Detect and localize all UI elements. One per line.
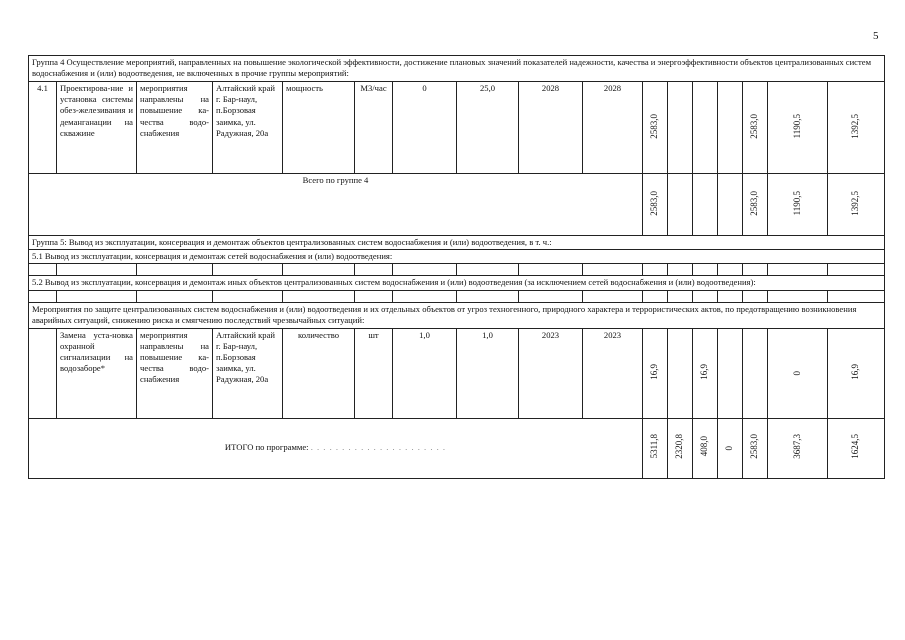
cost-f1	[668, 82, 693, 174]
cost-f1	[668, 328, 693, 418]
itogo-cost-f1: 2320,8	[668, 418, 693, 478]
start-year: 2028	[519, 82, 583, 174]
table-row	[29, 82, 885, 174]
cost-total: 2583,0	[643, 82, 668, 174]
protection-header-row	[29, 302, 885, 328]
cost-f6: 16,9	[828, 328, 885, 418]
group4-total-row	[29, 174, 885, 236]
total-cost-f4: 2583,0	[743, 174, 768, 236]
measure-location: Алтайский край г. Бар-наул, п.Борзовая заимка, ул. Радужная, 20а	[213, 82, 283, 174]
group4-total-label: Всего по группе 4	[29, 174, 643, 236]
total-cost-f6: 1392,5	[828, 174, 885, 236]
program-total-label: ИТОГО по программе:	[224, 442, 309, 453]
measure-purpose: мероприятия направлены на повышение ка-чества водо-снабжения	[137, 328, 213, 418]
value-before: 1,0	[393, 328, 457, 418]
cost-f3	[718, 328, 743, 418]
table-row-empty	[29, 264, 885, 276]
itogo-cost-f6: 1624,5	[828, 418, 885, 478]
cost-f5: 1190,5	[768, 82, 828, 174]
cost-f4: 2583,0	[743, 82, 768, 174]
total-cost-f5: 1190,5	[768, 174, 828, 236]
group4-header-row	[29, 56, 885, 82]
group4-header: Группа 4 Осуществление мероприятий, направленных на повышение экологической эффективности, достижение плановых значений показателей надежности, качества и энергоэффективности объектов централизованных систем водоснабжения и (или) водоотведения, не включенных в прочие группы мероприятий:	[29, 56, 885, 82]
group5-sub1: 5.1 Вывод из эксплуатации, консервация и демонтаж сетей водоснабжения и (или) водоотведения:	[29, 250, 885, 264]
dotted-leader: . . . . . . . . . . . . . . . . . . . . . .	[310, 442, 447, 453]
indicator-unit: шт	[355, 328, 393, 418]
total-cost-f1	[668, 174, 693, 236]
measure-name: Замена уста-новка охранной сигнализации на водозаборе*	[57, 328, 137, 418]
group5-header: Группа 5: Вывод из эксплуатации, консервация и демонтаж объектов централизованных систем водоснабжения и (или) водоотведения, в т. ч.:	[29, 236, 885, 250]
protection-header: Мероприятия по защите централизованных систем водоснабжения и (или) водоотведения и их отдельных объектов от угроз техногенного, природного характера и террористических актов, по предотвращению возникновения аварийных ситуаций, снижению риска и смягчению последствий чрезвычайных ситуаций:	[29, 302, 885, 328]
itogo-cost-f4: 2583,0	[743, 418, 768, 478]
program-total-label-cell	[29, 418, 643, 478]
program-total-row	[29, 418, 885, 478]
group5-sub2: 5.2 Вывод из эксплуатации, консервация и демонтаж иных объектов централизованных систем водоснабжения и (или) водоотведения (за исключением сетей водоснабжения и (или) водоотведения):	[29, 276, 885, 290]
total-cost-f2	[693, 174, 718, 236]
cost-f6: 1392,5	[828, 82, 885, 174]
measure-location: Алтайский край г. Бар-наул, п.Борзовая заимка, ул. Радужная, 20а	[213, 328, 283, 418]
cost-f2: 16,9	[693, 328, 718, 418]
itogo-cost-total: 5311,8	[643, 418, 668, 478]
start-year: 2023	[519, 328, 583, 418]
total-cost-total: 2583,0	[643, 174, 668, 236]
group5-header-row	[29, 236, 885, 250]
cost-f4	[743, 328, 768, 418]
group5-sub1-row	[29, 250, 885, 264]
itogo-cost-f3: 0	[718, 418, 743, 478]
row-number: 4.1	[29, 82, 57, 174]
indicator-name: мощность	[283, 82, 355, 174]
row-number	[29, 328, 57, 418]
program-table	[28, 55, 885, 479]
cost-f3	[718, 82, 743, 174]
cost-f2	[693, 82, 718, 174]
indicator-unit: М3/час	[355, 82, 393, 174]
value-before: 0	[393, 82, 457, 174]
itogo-cost-f2: 408,0	[693, 418, 718, 478]
total-cost-f3	[718, 174, 743, 236]
cost-total: 16,9	[643, 328, 668, 418]
itogo-cost-f5: 3687,3	[768, 418, 828, 478]
cost-f5: 0	[768, 328, 828, 418]
value-after: 1,0	[457, 328, 519, 418]
group5-sub2-row	[29, 276, 885, 290]
page-number: 5	[873, 30, 879, 42]
end-year: 2023	[583, 328, 643, 418]
measure-name: Проектирова-ние и установка системы обез-железивания и деманганации на скважине	[57, 82, 137, 174]
value-after: 25,0	[457, 82, 519, 174]
indicator-name: количество	[283, 328, 355, 418]
end-year: 2028	[583, 82, 643, 174]
measure-purpose: мероприятия направлены на повышение ка-чества водо-снабжения	[137, 82, 213, 174]
table-row	[29, 328, 885, 418]
table-row-empty	[29, 290, 885, 302]
